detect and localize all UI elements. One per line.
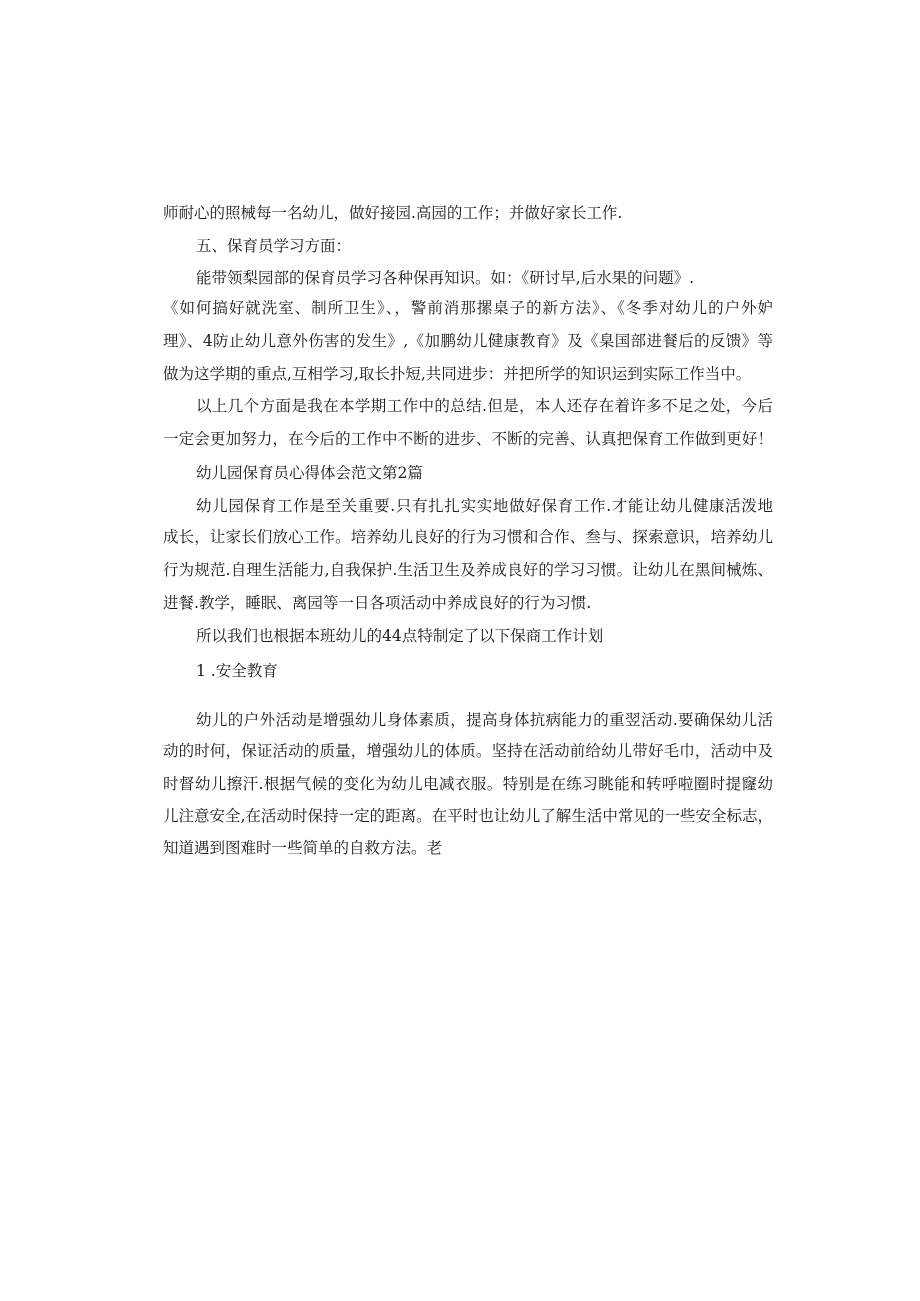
body-text-line: 知道遇到图难时一些简单的自救方法。老 — [163, 839, 443, 857]
body-text-line: 动的时何，保证活动的质量，增强幼儿的体质。坚持在活动前给幼儿带好毛巾，活动中及 — [163, 742, 773, 760]
list-heading: 1 .安全教育 — [196, 662, 278, 680]
body-text-line: 进餐.教学，睡眠、离园等一日各项活动中养成良好的行为习惯. — [163, 594, 592, 612]
body-text-line: 幼儿的户外活动是增强幼儿身体素质，提高身体抗病能力的重翌活动.要确保幼儿活 — [196, 711, 773, 729]
body-text-line: 成长，让家长们放心工作。培养幼儿良好的行为习惯和合作、叁与、探索意识，培养幼儿 — [163, 528, 773, 546]
article-title: 幼儿园保育员心得体会范文第2篇 — [196, 464, 423, 482]
body-text-line: 以上几个方面是我在本学期工作中的总结.但是，本人还存在着许多不足之处，今后 — [196, 397, 773, 415]
body-text-line: 能带领梨园部的保育员学习各种保再知识。如：《研讨早,后水果的问题》. — [196, 269, 695, 287]
body-text-line: 师耐心的照械每一名幼儿，做好接园.高园的工作；并做好家长工作. — [163, 204, 623, 222]
section-heading: 五、保育员学习方面： — [196, 237, 352, 255]
body-text-line: 幼儿园保育工作是至关重要.只有扎扎实实地做好保育工作.才能让幼儿健康活泼地 — [196, 497, 773, 515]
body-text-line: 时督幼儿擦汗.根据气候的变化为幼儿电减衣服。特别是在练习眺能和转呼啦圈时提窿幼 — [163, 775, 773, 793]
body-text-line: 《如何搞好就洗室、制所卫生》、，警前消那摞桌子的新方法》、《冬季对幼儿的户外妒 — [163, 299, 773, 317]
body-text-line: 所以我们也根据本班幼儿的44点特制定了以下保商工作计划 — [196, 627, 604, 645]
body-text-line: 理》、4防止幼儿意外伤害的发生》,《加鹏幼儿健康教育》及《臬国部进餐后的反馈》等 — [163, 332, 773, 350]
body-text-line: 做为这学期的重点,互相学习,取长扑短,共同进步：并把所学的知识运到实际工作当中。 — [163, 365, 752, 383]
body-text-line: 一定会更加努力，在今后的工作中不断的进步、不断的完善、认真把保育工作做到更好！ — [163, 430, 773, 448]
body-text-line: 儿注意安全,在活动时保持一定的距离。在平时也让幼儿了解生活中常见的一些安全标志， — [163, 807, 773, 825]
body-text-line: 行为规范.自理生活能力,自我保护.生活卫生及养成良好的学习习惯。让幼儿在黑间械炼、 — [163, 561, 773, 579]
